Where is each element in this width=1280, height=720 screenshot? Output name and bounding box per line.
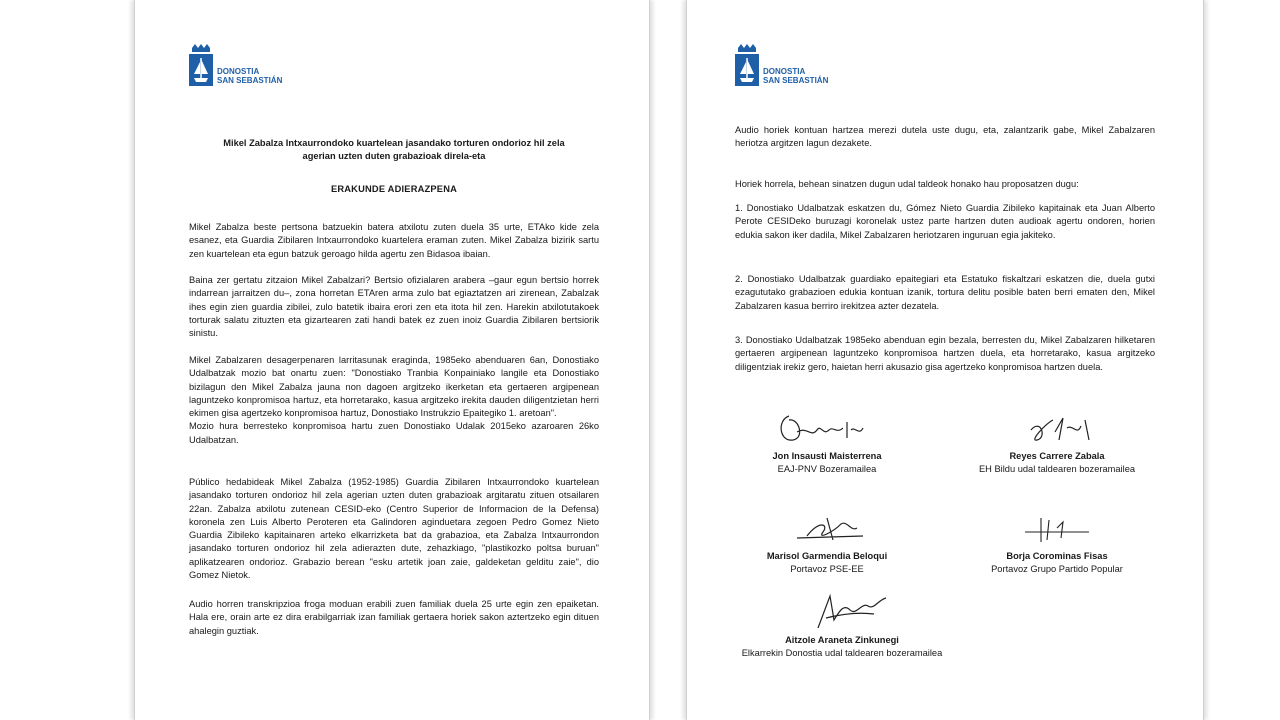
proposal-3: 3. Donostiako Udalbatzak 1985eko abenduan egin bezala, berresten du, Mikel Zabalzaren hilketaren gertaeren argipenean laguntzeko konpromisoa hartzen duela, eta horretarako, kasua argitzeko diligentziak irekiz gero, haietan herri akusazio gisa agertzeko konpromisoa hartzen duela.	[735, 335, 1155, 372]
paragraph-5: Audio horren transkripzioa froga moduan erabili zuen familiak duela 25 urte egin zen epaiketan. Hala ere, orain arte ez dira erabilgarriak izan familiak gertaera horiek sakon aztertzeko egin dituen ahalegin guztiak.	[189, 599, 599, 636]
proposal-1: 1. Donostiako Udalbatzak eskatzen du, Gómez Nieto Guardia Zibileko kapitainak eta Juan Alberto Perote CESIDeko buruzagi koronelak ustez parte hartzen duten audioak agertu ondoren, horien edukia sakon iker dadila, Mikel Zabalzaren heriotzaren inguruan egia jakiteko.	[735, 203, 1155, 240]
handwritten-signature-5	[782, 590, 902, 632]
paragraph-1: Mikel Zabalza beste pertsona batzuekin batera atxilotu zuten duela 35 urte, ETAko kide zela esanez, eta Guardia Zibilaren Intxaurrondoko kuartelera eraman zuten. Mikel Zabalza bizirik sartu zen kuartelean eta egun batzuk geroago hilda agertu zen Bidasoa ibaian.	[189, 222, 599, 259]
document-page-right	[686, 0, 1204, 720]
handwritten-signature-1	[767, 410, 887, 448]
paragraph-1: Audio horiek kontuan hartzea merezi dutela uste dugu, eta, zalantzarik gabe, Mikel Zabalzaren heriotza argitzen lagun dezakete.	[735, 125, 1155, 149]
city-logo	[189, 44, 282, 86]
logo-line-2: SAN SEBASTIÁN	[763, 76, 829, 85]
document-subtitle: ERAKUNDE ADIERAZPENA	[330, 184, 458, 194]
paragraph-4: Público hedabideak Mikel Zabalza (1952-1985) Guardia Zibilaren Intxaurrondoko kuartelean jasandako torturen ondorioz hil zela agerian uzten duten grabazioak argitaratu zituen otsailaren 22an. Zabalza atxilotu zutenean CESID-eko (Centro Superior de Informacion de la Defensa) koronela zen Luis Alberto Peroteren eta Galindoren aginduetara zegoen Pedro Gomez Nieto Guardia Zibileko kapitainaren arteko elkarrizketa bat da grabazioa, eta Zabalza Intxaurrondon jasandako torturen ondorioz hil zela adierazten dute, zehazkiago, "plastikozko poltsa buruan" aplikatzearen ondorioz. Grabazio berean "esku artetik joan zaie, galdeketan gelditu zaie", dio Gomez Nietok.	[189, 477, 599, 581]
logo-line-1: DONOSTIA	[217, 67, 260, 76]
handwritten-signature-4	[997, 510, 1117, 548]
document-title: Mikel Zabalza Intxaurrondoko kuartelean jasandako torturen ondorioz hil zela agerian uzten duten grabazioak direla-eta	[223, 138, 565, 161]
signature-block-1: Jon Insausti Maisterrena EAJ-PNV Bozeramailea	[747, 410, 907, 476]
document-page-left	[134, 0, 650, 720]
paragraph-3: Mikel Zabalzaren desagerpenaren larritasunak eraginda, 1985eko abenduaren 6an, Donostiako Udalbatzak mozio bat onartu zuen: "Donostiako Tranbia Konpainiako langile eta Donostiako bizilagun den Mikel Zabalza jauna non dagoen argitzeko ikerketan eta gertaeren argipenean laguntzeko konpromisoa hartuz, eta horretarako, kasua argitzeko irekita dauden diligentzietan herri ekimen gisa agertzeko konpromisoa hartuz, Donostiako Instrukzio Epaitegiko 1. aretoan". Mozio hura berresteko konpromisoa hartu zuen Donostiako Udalak 2015eko azaroaren 26ko Udalbatzan.	[189, 355, 599, 445]
signature-block-2: Reyes Carrere Zabala EH Bildu udal taldearen bozeramailea	[957, 410, 1157, 476]
logo-line-2: SAN SEBASTIÁN	[217, 76, 283, 85]
signature-block-5: Aitzole Araneta Zinkunegi Elkarrekin Donostia udal taldearen bozeramailea	[717, 590, 967, 660]
handwritten-signature-3	[767, 510, 887, 548]
paragraph-2: Baina zer gertatu zitzaion Mikel Zabalzari? Bertsio ofizialaren arabera –gaur egun bertsio horrek indarrean jarraitzen du–, zona horretan ETAren arma zulo bat egiaztatzen ari zirenean, Zabalzak ihes egin zien guardia zibilei, zulo batetik ibaira erori zen eta itota hil zen. Harekin atxilotutakoek torturak salatu zituzten eta gizartearen zati handi batek ez zuen inoiz Guardia Zibilaren bertsiorik sinistu.	[189, 275, 599, 339]
signature-block-4: Borja Corominas Fisas Portavoz Grupo Partido Popular	[957, 510, 1157, 576]
proposal-2: 2. Donostiako Udalbatzak guardiako epaitegiari eta Estatuko fiskaltzari eskatzen die, duela gutxi ezagututako grabazioen edukia kontuan izanik, tortura delitu posible baten berri ematen den, Mikel Zabalzaren kasua berriro irekitzea azter dezatela.	[735, 274, 1155, 311]
signature-block-3: Marisol Garmendia Beloqui Portavoz PSE-EE	[737, 510, 917, 576]
logo-line-1: DONOSTIA	[763, 67, 806, 76]
handwritten-signature-2	[997, 410, 1117, 448]
paragraph-2: Horiek horrela, behean sinatzen dugun udal taldeok honako hau proposatzen dugu:	[735, 179, 1079, 189]
city-logo	[735, 44, 828, 86]
city-crest-icon	[735, 44, 759, 86]
city-crest-icon	[189, 44, 213, 86]
